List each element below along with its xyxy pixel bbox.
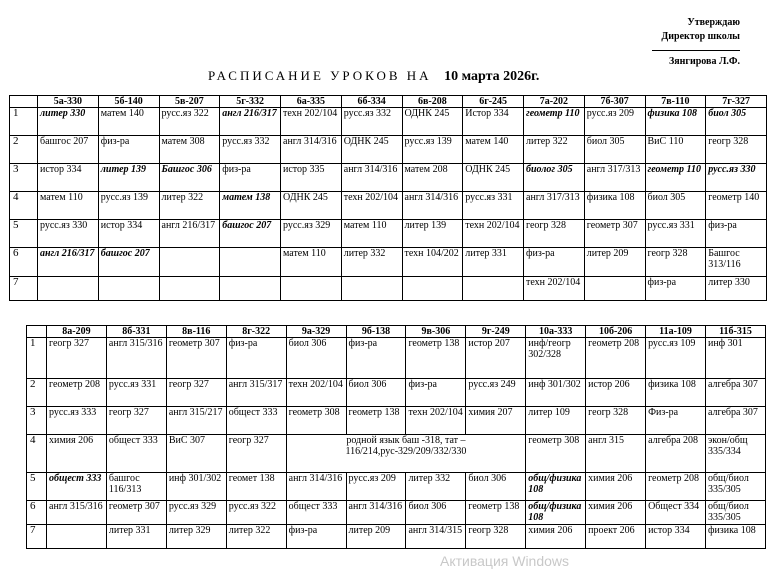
- lesson-cell: матем 110: [38, 192, 99, 220]
- lesson-cell: общест 333: [106, 435, 166, 473]
- lesson-cell: [341, 277, 402, 301]
- lesson-cell: [220, 248, 281, 277]
- lesson-cell: биол 306: [466, 473, 526, 501]
- class-header: 9г-249: [466, 326, 526, 338]
- lesson-cell: литер 322: [524, 136, 585, 164]
- lesson-cell: геометр 307: [584, 220, 645, 248]
- lesson-cell: русс.яз 139: [98, 192, 159, 220]
- lesson-cell: техн 202/104: [463, 220, 524, 248]
- lesson-row: [27, 338, 766, 379]
- lesson-cell: русс.яз 333: [47, 407, 107, 435]
- class-header: 5а-330: [38, 96, 99, 108]
- lesson-cell-merged: родной язык баш -318, тат – 116/214,рус-329/209/332/330: [286, 435, 526, 473]
- approval-line-2: Директор школы: [661, 31, 740, 42]
- lesson-cell: экон/общ 335/334: [705, 435, 765, 473]
- lesson-cell: матем 138: [220, 192, 281, 220]
- lesson-cell: русс.яз 322: [226, 501, 286, 525]
- class-header: 11а-109: [646, 326, 706, 338]
- lesson-cell: геометр 308: [286, 407, 346, 435]
- lesson-cell: англ 315/217: [166, 407, 226, 435]
- lesson-cell: русс.яз 209: [584, 108, 645, 136]
- lesson-cell: истор 207: [466, 338, 526, 379]
- lesson-cell: геометр 307: [166, 338, 226, 379]
- class-header: 6в-208: [402, 96, 463, 108]
- lesson-cell: физ-ра: [706, 220, 767, 248]
- lesson-cell: техн 104/202: [402, 248, 463, 277]
- lesson-cell: англ 314/316: [341, 164, 402, 192]
- lesson-cell: ВиС 110: [645, 136, 706, 164]
- lesson-cell: биол 306: [406, 501, 466, 525]
- title-text: РАСПИСАНИЕ УРОКОВ НА: [208, 68, 432, 83]
- lesson-cell: литер 139: [402, 220, 463, 248]
- lesson-cell: башгос 207: [220, 220, 281, 248]
- class-header: 10б-206: [586, 326, 646, 338]
- lesson-cell: Физ-ра: [646, 407, 706, 435]
- lesson-cell: англ 216/317: [220, 108, 281, 136]
- lesson-cell: физика 108: [705, 525, 765, 549]
- lesson-cell: русс.яз 209: [346, 473, 406, 501]
- lesson-cell: физ-ра: [524, 248, 585, 277]
- lesson-cell: физ-ра: [346, 338, 406, 379]
- lesson-cell: матем 140: [463, 136, 524, 164]
- lesson-number: 5: [10, 220, 38, 248]
- class-header: 6г-245: [463, 96, 524, 108]
- lesson-cell: [463, 277, 524, 301]
- lesson-cell: геометр 110: [645, 164, 706, 192]
- lesson-cell: геометр 208: [586, 338, 646, 379]
- lesson-number: 5: [27, 473, 47, 501]
- title-date: 10 марта 2026г.: [444, 69, 540, 84]
- class-header: 10а-333: [526, 326, 586, 338]
- lesson-cell: русс.яз 331: [645, 220, 706, 248]
- lesson-row: [27, 473, 766, 501]
- lesson-number: 7: [27, 525, 47, 549]
- lesson-cell: биол 305: [645, 192, 706, 220]
- lesson-cell: химия 206: [526, 525, 586, 549]
- lesson-cell: алгебра 208: [646, 435, 706, 473]
- lesson-cell: общест 333: [226, 407, 286, 435]
- lesson-cell: физ-ра: [645, 277, 706, 301]
- lesson-cell: геометр 208: [47, 379, 107, 407]
- class-header: 7а-202: [524, 96, 585, 108]
- lesson-cell: геогр 328: [586, 407, 646, 435]
- lesson-row: [10, 164, 767, 192]
- lesson-cell: инф/геогр 302/328: [526, 338, 586, 379]
- class-header: 8б-331: [106, 326, 166, 338]
- lesson-row: [10, 220, 767, 248]
- lesson-cell: матем 208: [402, 164, 463, 192]
- lesson-cell: ОДНК 245: [402, 108, 463, 136]
- class-header: 8в-116: [166, 326, 226, 338]
- lesson-cell: литер 209: [584, 248, 645, 277]
- lesson-cell: алгебра 307: [705, 379, 765, 407]
- lesson-cell: геогр 327: [166, 379, 226, 407]
- lesson-cell: общест 333: [47, 473, 107, 501]
- approval-line-1: Утверждаю: [687, 17, 740, 28]
- lesson-cell: геогр 328: [645, 248, 706, 277]
- lesson-number: 7: [10, 277, 38, 301]
- lesson-cell: физ-ра: [226, 338, 286, 379]
- lesson-cell: истор 334: [38, 164, 99, 192]
- lesson-cell: [47, 525, 107, 549]
- lesson-cell: физика 108: [645, 108, 706, 136]
- lesson-cell: литер 322: [159, 192, 220, 220]
- lesson-cell: геогр 328: [466, 525, 526, 549]
- lesson-cell: ОДНК 245: [281, 192, 342, 220]
- lesson-cell: англ 314/315: [406, 525, 466, 549]
- lesson-cell: биол 305: [584, 136, 645, 164]
- lesson-number: 1: [10, 108, 38, 136]
- class-header: 6б-334: [341, 96, 402, 108]
- lesson-cell: техн 202/104: [341, 192, 402, 220]
- lesson-cell: англ 317/313: [524, 192, 585, 220]
- lesson-cell: общ/физика 108: [526, 473, 586, 501]
- lesson-cell: матем 308: [159, 136, 220, 164]
- lesson-cell: русс.яз 332: [220, 136, 281, 164]
- lesson-row: [27, 407, 766, 435]
- lesson-cell: истор 335: [281, 164, 342, 192]
- lesson-cell: геогр 328: [524, 220, 585, 248]
- class-header: 6а-335: [281, 96, 342, 108]
- lesson-cell: литер 332: [406, 473, 466, 501]
- class-header: 5в-207: [159, 96, 220, 108]
- lesson-cell: англ 315/317: [226, 379, 286, 407]
- lesson-cell: алгебра 307: [705, 407, 765, 435]
- class-header: 9а-329: [286, 326, 346, 338]
- lesson-cell: общ/физика 108: [526, 501, 586, 525]
- lesson-cell: общ/биол 335/305: [705, 501, 765, 525]
- lesson-cell: физ-ра: [406, 379, 466, 407]
- lesson-cell: литер 331: [106, 525, 166, 549]
- windows-activation-watermark: Активация Windows: [440, 553, 570, 569]
- lesson-cell: геометр 138: [406, 338, 466, 379]
- lesson-row: [27, 525, 766, 549]
- lesson-cell: [220, 277, 281, 301]
- lesson-cell: англ 315/316: [106, 338, 166, 379]
- lesson-cell: истор 334: [646, 525, 706, 549]
- lesson-cell: инф 301: [705, 338, 765, 379]
- lesson-number: 1: [27, 338, 47, 379]
- lesson-cell: [98, 277, 159, 301]
- lesson-cell: башгос 207: [98, 248, 159, 277]
- lesson-cell: англ 314/316: [286, 473, 346, 501]
- lesson-cell: англ 314/316: [346, 501, 406, 525]
- lesson-number: 4: [10, 192, 38, 220]
- lesson-cell: геометр 307: [106, 501, 166, 525]
- lesson-cell: Башгос 313/116: [706, 248, 767, 277]
- lesson-cell: [281, 277, 342, 301]
- lesson-cell: инф 301/302: [166, 473, 226, 501]
- lesson-cell: русс.яз 331: [463, 192, 524, 220]
- lesson-cell: Общест 334: [646, 501, 706, 525]
- header-row: [27, 326, 766, 338]
- lesson-cell: биол 306: [286, 338, 346, 379]
- director-name: Зянгирова Л.Ф.: [668, 56, 740, 67]
- lesson-cell: русс.яз 329: [281, 220, 342, 248]
- lesson-cell: русс.яз 322: [159, 108, 220, 136]
- lesson-cell: литер 330: [38, 108, 99, 136]
- lesson-cell: литер 322: [226, 525, 286, 549]
- class-header: 8а-209: [47, 326, 107, 338]
- schedule-table-grades-8-11: [26, 325, 766, 549]
- lesson-cell: геометр 140: [706, 192, 767, 220]
- lesson-cell: геомет 138: [226, 473, 286, 501]
- lesson-cell: биол 305: [706, 108, 767, 136]
- lesson-cell: [584, 277, 645, 301]
- lesson-cell: физика 108: [584, 192, 645, 220]
- lesson-cell: геометр 138: [346, 407, 406, 435]
- class-header: 9б-138: [346, 326, 406, 338]
- lesson-number: 3: [10, 164, 38, 192]
- signature-line: [652, 50, 740, 51]
- lesson-cell: англ 315: [586, 435, 646, 473]
- lesson-cell: русс.яз 330: [706, 164, 767, 192]
- lesson-cell: [38, 277, 99, 301]
- lesson-cell: химия 206: [47, 435, 107, 473]
- class-header: 7в-110: [645, 96, 706, 108]
- lesson-cell: русс.яз 329: [166, 501, 226, 525]
- lesson-cell: литер 139: [98, 164, 159, 192]
- lesson-cell: литер 329: [166, 525, 226, 549]
- lesson-cell: матем 140: [98, 108, 159, 136]
- lesson-cell: геогр 327: [226, 435, 286, 473]
- lesson-cell: Башгос 306: [159, 164, 220, 192]
- lesson-cell: общест 333: [286, 501, 346, 525]
- lesson-cell: биолог 305: [524, 164, 585, 192]
- class-header: 8г-322: [226, 326, 286, 338]
- lesson-cell: физ-ра: [98, 136, 159, 164]
- lesson-number: 4: [27, 435, 47, 473]
- lesson-cell: ВиС 307: [166, 435, 226, 473]
- lesson-cell: башгос 116/313: [106, 473, 166, 501]
- lesson-cell: физ-ра: [220, 164, 281, 192]
- lesson-row: [10, 192, 767, 220]
- class-header: 5г-332: [220, 96, 281, 108]
- header-row: [10, 96, 767, 108]
- lesson-cell: ОДНК 245: [341, 136, 402, 164]
- class-header: 5б-140: [98, 96, 159, 108]
- lesson-cell: англ 315/316: [47, 501, 107, 525]
- lesson-cell: проект 206: [586, 525, 646, 549]
- lesson-cell: химия 206: [586, 473, 646, 501]
- lesson-cell: Истор 334: [463, 108, 524, 136]
- lesson-cell: химия 206: [586, 501, 646, 525]
- lesson-row: [10, 277, 767, 301]
- schedule-table-grades-5-7: [9, 95, 767, 301]
- lesson-cell: техн 202/104: [524, 277, 585, 301]
- lesson-cell: литер 330: [706, 277, 767, 301]
- lesson-row: [10, 136, 767, 164]
- lesson-cell: русс.яз 109: [646, 338, 706, 379]
- lesson-number: 6: [10, 248, 38, 277]
- lesson-cell: литер 209: [346, 525, 406, 549]
- lesson-cell: англ 317/313: [584, 164, 645, 192]
- lesson-cell: матем 110: [341, 220, 402, 248]
- lesson-cell: русс.яз 330: [38, 220, 99, 248]
- lesson-number: 3: [27, 407, 47, 435]
- lesson-cell: техн 202/104: [406, 407, 466, 435]
- lesson-cell: англ 216/317: [38, 248, 99, 277]
- lesson-cell: истор 334: [98, 220, 159, 248]
- lesson-cell: [159, 248, 220, 277]
- lesson-cell: техн 202/104: [281, 108, 342, 136]
- lesson-cell: общ/биол 335/305: [705, 473, 765, 501]
- class-header: 7б-307: [584, 96, 645, 108]
- lesson-number: 6: [27, 501, 47, 525]
- lesson-cell: англ 314/316: [402, 192, 463, 220]
- lesson-cell: физика 108: [646, 379, 706, 407]
- lesson-row: [27, 435, 766, 473]
- lesson-row: [27, 379, 766, 407]
- lesson-cell: геогр 328: [706, 136, 767, 164]
- lesson-cell: [402, 277, 463, 301]
- lesson-cell: техн 202/104: [286, 379, 346, 407]
- page-title: [208, 68, 539, 85]
- lesson-cell: башгос 207: [38, 136, 99, 164]
- lesson-cell: литер 332: [341, 248, 402, 277]
- lesson-cell: матем 110: [281, 248, 342, 277]
- lesson-cell: геометр 308: [526, 435, 586, 473]
- lesson-cell: геометр 208: [646, 473, 706, 501]
- corner-cell: [10, 96, 38, 108]
- lesson-row: [10, 248, 767, 277]
- class-header: 7г-327: [706, 96, 767, 108]
- lesson-cell: англ 314/316: [281, 136, 342, 164]
- lesson-number: 2: [10, 136, 38, 164]
- lesson-cell: русс.яз 331: [106, 379, 166, 407]
- lesson-row: [10, 108, 767, 136]
- lesson-cell: истор 206: [586, 379, 646, 407]
- lesson-cell: ОДНК 245: [463, 164, 524, 192]
- lesson-row: [27, 501, 766, 525]
- lesson-cell: русс.яз 332: [341, 108, 402, 136]
- lesson-cell: химия 207: [466, 407, 526, 435]
- corner-cell: [27, 326, 47, 338]
- lesson-cell: биол 306: [346, 379, 406, 407]
- lesson-cell: англ 216/317: [159, 220, 220, 248]
- lesson-cell: геометр 138: [466, 501, 526, 525]
- lesson-number: 2: [27, 379, 47, 407]
- lesson-cell: литер 331: [463, 248, 524, 277]
- lesson-cell: инф 301/302: [526, 379, 586, 407]
- lesson-cell: русс.яз 249: [466, 379, 526, 407]
- lesson-cell: [159, 277, 220, 301]
- approval-block: [652, 16, 740, 69]
- lesson-cell: литер 109: [526, 407, 586, 435]
- lesson-cell: геогр 327: [47, 338, 107, 379]
- lesson-cell: геогр 327: [106, 407, 166, 435]
- lesson-cell: русс.яз 139: [402, 136, 463, 164]
- class-header: 9в-306: [406, 326, 466, 338]
- class-header: 11б-315: [705, 326, 765, 338]
- lesson-cell: физ-ра: [286, 525, 346, 549]
- lesson-cell: геометр 110: [524, 108, 585, 136]
